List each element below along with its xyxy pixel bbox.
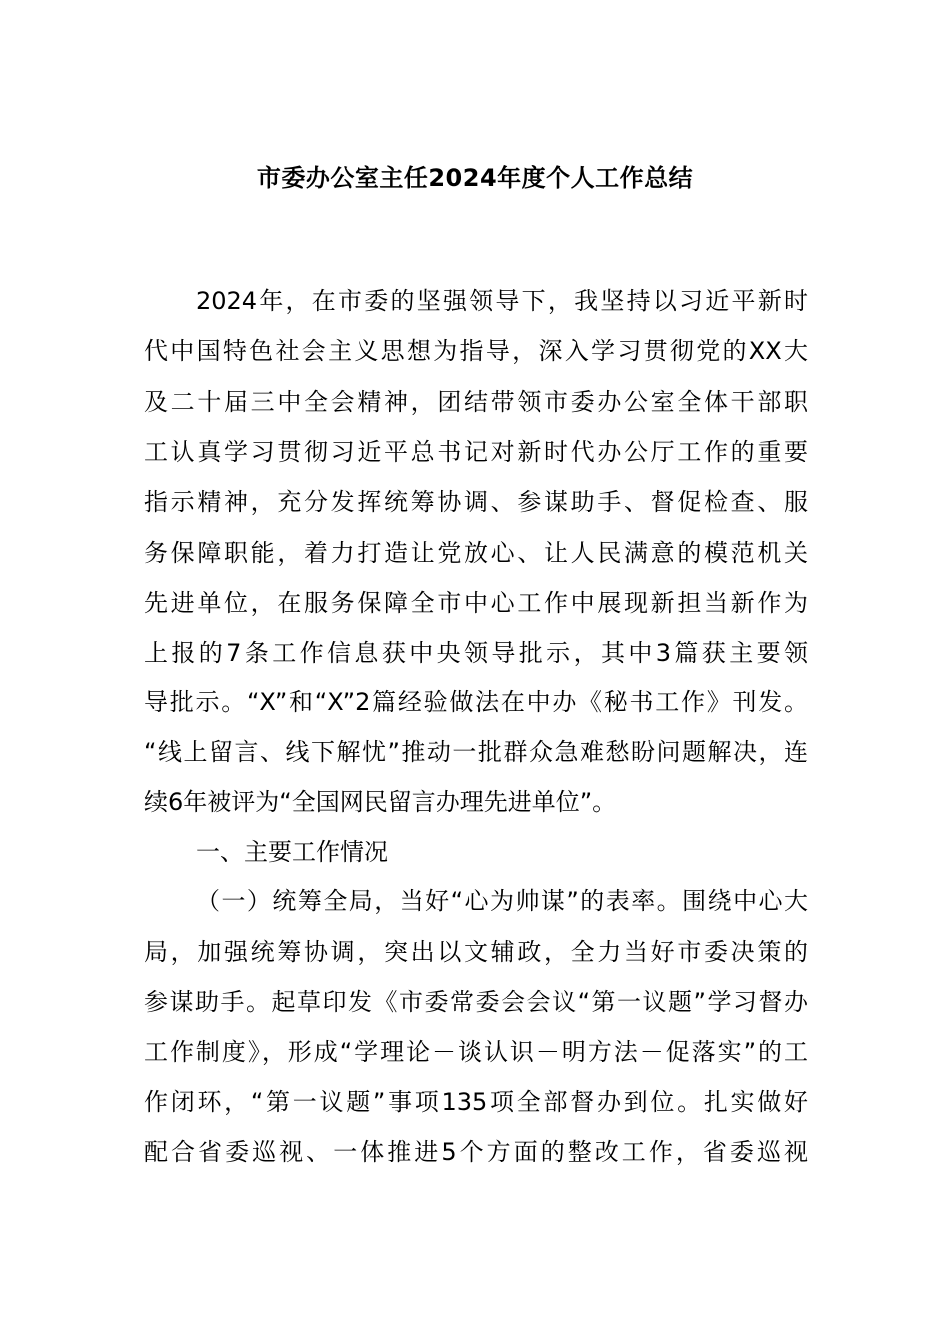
paragraph-line: （一）统筹全局，当好“心为帅谋”的表率。围绕中心大 [196,887,808,915]
paragraph-line: 务保障职能，着力打造让党放心、让人民满意的模范机关 [144,539,808,567]
document-title: 市委办公室主任2024年度个人工作总结 [256,164,694,192]
paragraph-line: “线上留言、线下解忧”推动一批群众急难愁盼问题解决，连 [144,738,808,766]
paragraph-line: 续6年被评为“全国网民留言办理先进单位”。 [144,788,617,816]
paragraph-line: 局，加强统筹协调，突出以文辅政，全力当好市委决策的 [144,938,808,966]
paragraph-line: 2024年，在市委的坚强领导下，我坚持以习近平新时 [196,287,808,315]
paragraph-line: 工作制度》，形成“学理论－谈认识－明方法－促落实”的工 [144,1038,808,1066]
paragraph-line: 导批示。“X”和“X”2篇经验做法在中办《秘书工作》刊发。 [144,688,808,716]
paragraph-line: 及二十届三中全会精神，团结带领市委办公室全体干部职 [144,388,808,416]
paragraph-line: 参谋助手。起草印发《市委常委会会议“第一议题”学习督办 [144,988,808,1016]
paragraph-line: 工认真学习贯彻习近平总书记对新时代办公厅工作的重要 [144,438,808,466]
paragraph-line: 作闭环，“第一议题”事项135项全部督办到位。扎实做好 [144,1088,808,1116]
paragraph-line: 代中国特色社会主义思想为指导，深入学习贯彻党的XX大 [144,337,808,365]
paragraph-line: 指示精神，充分发挥统筹协调、参谋助手、督促检查、服 [144,488,808,516]
section-heading: 一、主要工作情况 [196,838,388,866]
paragraph-line: 配合省委巡视、一体推进5个方面的整改工作，省委巡视 [144,1138,808,1166]
paragraph-line: 上报的7条工作信息获中央领导批示，其中3篇获主要领 [144,639,808,667]
paragraph-line: 先进单位，在服务保障全市中心工作中展现新担当新作为 [144,589,808,617]
